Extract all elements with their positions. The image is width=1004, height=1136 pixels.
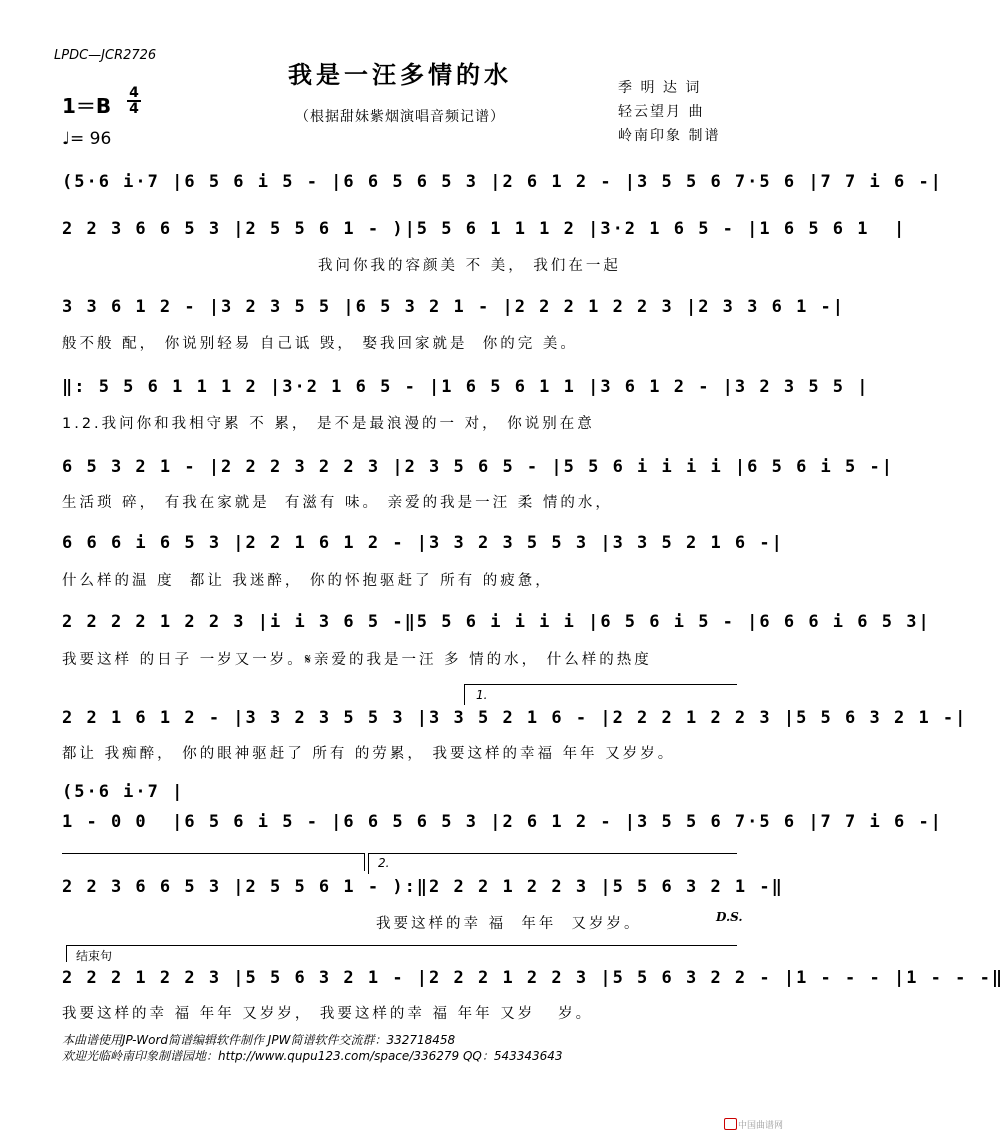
lyric-line-9: 我要这样的幸 福 年年 又岁岁， 我要这样的幸 福 年年 又岁 岁。 <box>62 1006 594 1022</box>
music-line-6: 6 6 6 i 6 5 3 |2 2 1 6 1 2 - |3 3 2 3 5 5 3 |3 3 5 2 1 6 -| <box>62 533 784 553</box>
footer-line-2: 欢迎光临岭南印象制谱园地：http://www.qupu123.com/space/336279 QQ：543343643 <box>62 1049 563 1063</box>
watermark-text: 中国曲谱网 <box>738 1121 784 1131</box>
time-signature-top: 4 <box>129 85 139 101</box>
lyricist: 季 明 达 词 <box>618 80 702 96</box>
coda-label: 结束句 <box>76 949 113 963</box>
key-signature: 1＝B <box>62 94 112 118</box>
music-line-2: 2 2 3 6 6 5 3 |2 5 5 6 1 - )|5 5 6 1 1 1 2 |3·2 1 6 5 - |1 6 5 6 1 | <box>62 219 907 239</box>
time-signature-bottom: 4 <box>129 101 139 117</box>
lyric-line-6: 我要这样 的日子 一岁又一岁。𝄋亲爱的我是一汪 多 情的水， 什么样的热度 <box>62 652 652 668</box>
lyric-line-2: 般不般 配， 你说别轻易 自己诋 毁， 娶我回家就是 你的完 美。 <box>62 336 578 352</box>
ending-2-label: 2. <box>378 856 390 870</box>
footer-line-1: 本曲谱使用JP-Word简谱编辑软件制作 JPW简谱软件交流群：332718458 <box>62 1033 456 1047</box>
score-code: LPDC—JCR2726 <box>54 48 157 63</box>
coda-bracket <box>66 945 737 962</box>
ending-1-label: 1. <box>476 688 488 702</box>
music-line-9: (5·6 i·7 | <box>62 782 185 802</box>
music-line-11: 2 2 3 6 6 5 3 |2 5 5 6 1 - ):‖2 2 2 1 2 2 3 |5 5 6 3 2 1 -‖ <box>62 877 784 897</box>
music-line-1: (5·6 i·7 |6 5 6 i 5 - |6 6 5 6 5 3 |2 6 1 2 - |3 5 5 6 7·5 6 |7 7 i 6 -| <box>62 172 943 192</box>
ending-2-connector-tick <box>364 853 365 871</box>
lyric-line-3: 1.2.我问你和我相守累 不 累， 是不是最浪漫的一 对， 你说别在意 <box>62 416 595 432</box>
transcriber: 岭南印象 制谱 <box>618 128 721 144</box>
lyric-line-1: 我问你我的容颜美 不 美， 我们在一起 <box>318 258 621 274</box>
music-line-5: 6 5 3 2 1 - |2 2 2 3 2 2 3 |2 3 5 6 5 - |5 5 6 i i i i |6 5 6 i 5 -| <box>62 457 894 477</box>
tempo-marking: ♩= 96 <box>62 129 112 149</box>
watermark-logo-icon <box>724 1118 737 1130</box>
music-line-3: 3 3 6 1 2 - |3 2 3 5 5 |6 5 3 2 1 - |2 2 2 1 2 2 3 |2 3 3 6 1 -| <box>62 297 846 317</box>
ending-2-connector <box>62 853 364 854</box>
lyric-line-5: 什么样的温 度 都让 我迷醉， 你的怀抱驱赶了 所有 的疲惫， <box>62 573 553 589</box>
lyric-line-7: 都让 我痴醉， 你的眼神驱赶了 所有 的劳累， 我要这样的幸福 年年 又岁岁。 <box>62 746 676 762</box>
music-line-10: 1 - 0 0 |6 5 6 i 5 - |6 6 5 6 5 3 |2 6 1 2 - |3 5 5 6 7·5 6 |7 7 i 6 -| <box>62 812 943 832</box>
music-line-12: 2 2 2 1 2 2 3 |5 5 6 3 2 1 - |2 2 2 1 2 2 3 |5 5 6 3 2 2 - |1 - - - |1 - - -‖ <box>62 968 1004 988</box>
music-line-8: 2 2 1 6 1 2 - |3 3 2 3 5 5 3 |3 3 5 2 1 6 - |2 2 2 1 2 2 3 |5 5 6 3 2 1 -| <box>62 708 968 728</box>
lyric-line-4: 生活琐 碎， 有我在家就是 有滋有 味。 亲爱的我是一汪 柔 情的水， <box>62 495 613 511</box>
ds-marking: D.S. <box>716 910 743 924</box>
credits <box>618 76 720 148</box>
time-signature <box>126 86 142 116</box>
music-line-7: 2 2 2 2 1 2 2 3 |i i 3 6 5 -‖5 5 6 i i i i |6 5 6 i 5 - |6 6 6 i 6 5 3| <box>62 612 931 632</box>
composer: 轻云望月 曲 <box>618 104 705 120</box>
song-title: 我是一汪多情的水 <box>288 60 512 89</box>
ending-2-bracket <box>368 853 737 874</box>
lyric-line-8: 我要这样的幸 福 年年 又岁岁。 <box>376 916 642 932</box>
music-line-4: ‖: 5 5 6 1 1 1 2 |3·2 1 6 5 - |1 6 5 6 1 1 |3 6 1 2 - |3 2 3 5 5 | <box>62 377 870 397</box>
song-subtitle: （根据甜妹紫烟演唱音频记谱） <box>295 109 505 125</box>
ending-1-bracket <box>464 684 737 705</box>
